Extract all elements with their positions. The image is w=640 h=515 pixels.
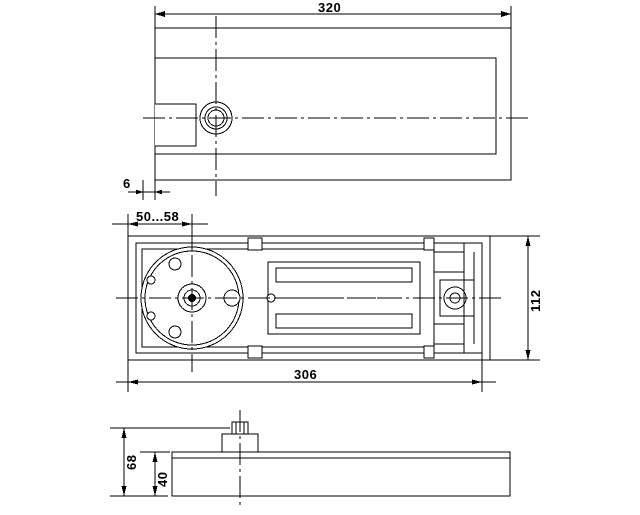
top-view-geometry <box>143 16 528 196</box>
dimension-label-pivot-offset-range: 50...58 <box>136 209 180 224</box>
side-view-geometry <box>172 410 510 508</box>
dimension-6 <box>128 180 170 200</box>
dimension-label-total-height: 68 <box>124 454 139 470</box>
dimension-label-body-width: 112 <box>528 289 543 312</box>
dimension-label-body-height: 40 <box>155 471 170 487</box>
dimension-label-overall-length: 320 <box>318 0 342 15</box>
dimension-label-body-length: 306 <box>294 367 318 382</box>
plan-view-geometry <box>116 222 502 372</box>
dimension-label-cover-offset: 6 <box>123 176 131 191</box>
